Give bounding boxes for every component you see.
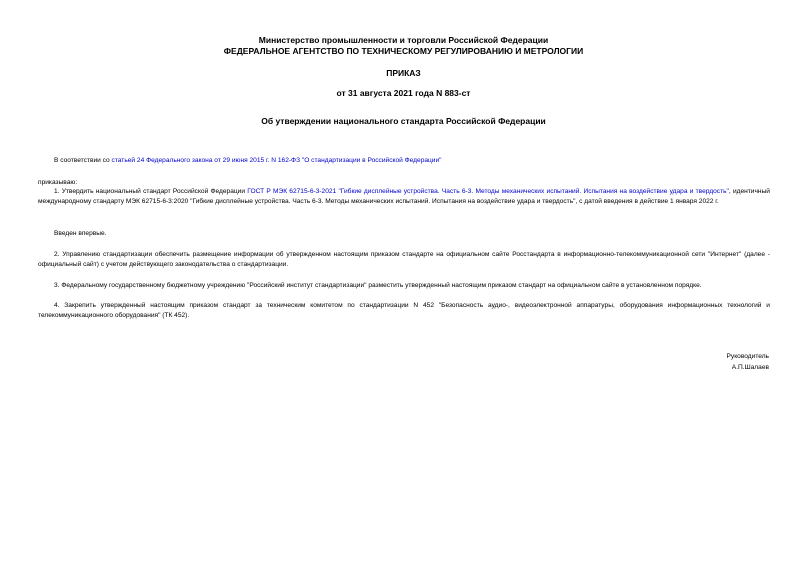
ministry-name: Министерство промышленности и торговли Российской Федерации <box>258 35 549 45</box>
signatory-position: Руководитель <box>726 353 769 360</box>
p1-prefix: 1. Утвердить национальный стандарт Российской Федерации <box>54 188 248 195</box>
intro-prefix: В соответствии со <box>54 157 112 164</box>
document-type: ПРИКАЗ <box>386 68 421 78</box>
paragraph-1 <box>38 187 770 207</box>
paragraph-4: 4. Закрепить утвержденный настоящим приказом стандарт за техническим комитетом по стандартизации N 452 "Безопасность аудио-, видеоэлектронной аппаратуры, оборудования информационных технологий и телекоммуникационного оборудования" (ТК 452). <box>38 302 770 319</box>
agency-name: ФЕДЕРАЛЬНОЕ АГЕНТСТВО ПО ТЕХНИЧЕСКОМУ РЕГУЛИРОВАНИЮ И МЕТРОЛОГИИ <box>223 46 584 56</box>
first-time-note: Введен впервые. <box>54 230 107 237</box>
paragraph-2: 2. Управлению стандартизации обеспечить размещение информации об утвержденном настоящим приказом стандарте на официальном сайте Росстандарта в информационно-телекоммуникационной сети "Интернет" (далее - официальный сайт) с учетом действующего законодательства о стандартизации. <box>38 251 770 268</box>
document-date-number: от 31 августа 2021 года N 883-ст <box>336 88 471 98</box>
law-link[interactable]: статьей 24 Федерального закона от 29 июня 2015 г. N 162-ФЗ "О стандартизации в Российской Федерации" <box>111 157 442 164</box>
paragraph-3: 3. Федеральному государственному бюджетному учреждению "Российский институт стандартизации" разместить утвержденный настоящим приказом стандарт на официальном сайте в установленном порядке. <box>54 282 702 289</box>
document-title: Об утверждении национального стандарта Российской Федерации <box>261 116 546 126</box>
intro-paragraph <box>38 156 770 166</box>
order-word: приказываю: <box>38 179 78 186</box>
p1-suffix: , идентичный международному стандарту МЭК 62715-6-3:2020 "Гибкие дисплейные устройства. Часть 6-3. Методы механических испытаний. Испытания на воздействие удара и твердость", с датой введения в действие 1 января 2022 г. <box>38 188 770 205</box>
standard-link[interactable]: ГОСТ Р МЭК 62715-6-3-2021 "Гибкие дисплейные устройства. Часть 6-3. Методы механических испытаний. Испытания на воздействие удара и твердость" <box>247 188 729 195</box>
signatory-name: А.П.Шалаев <box>731 364 769 371</box>
